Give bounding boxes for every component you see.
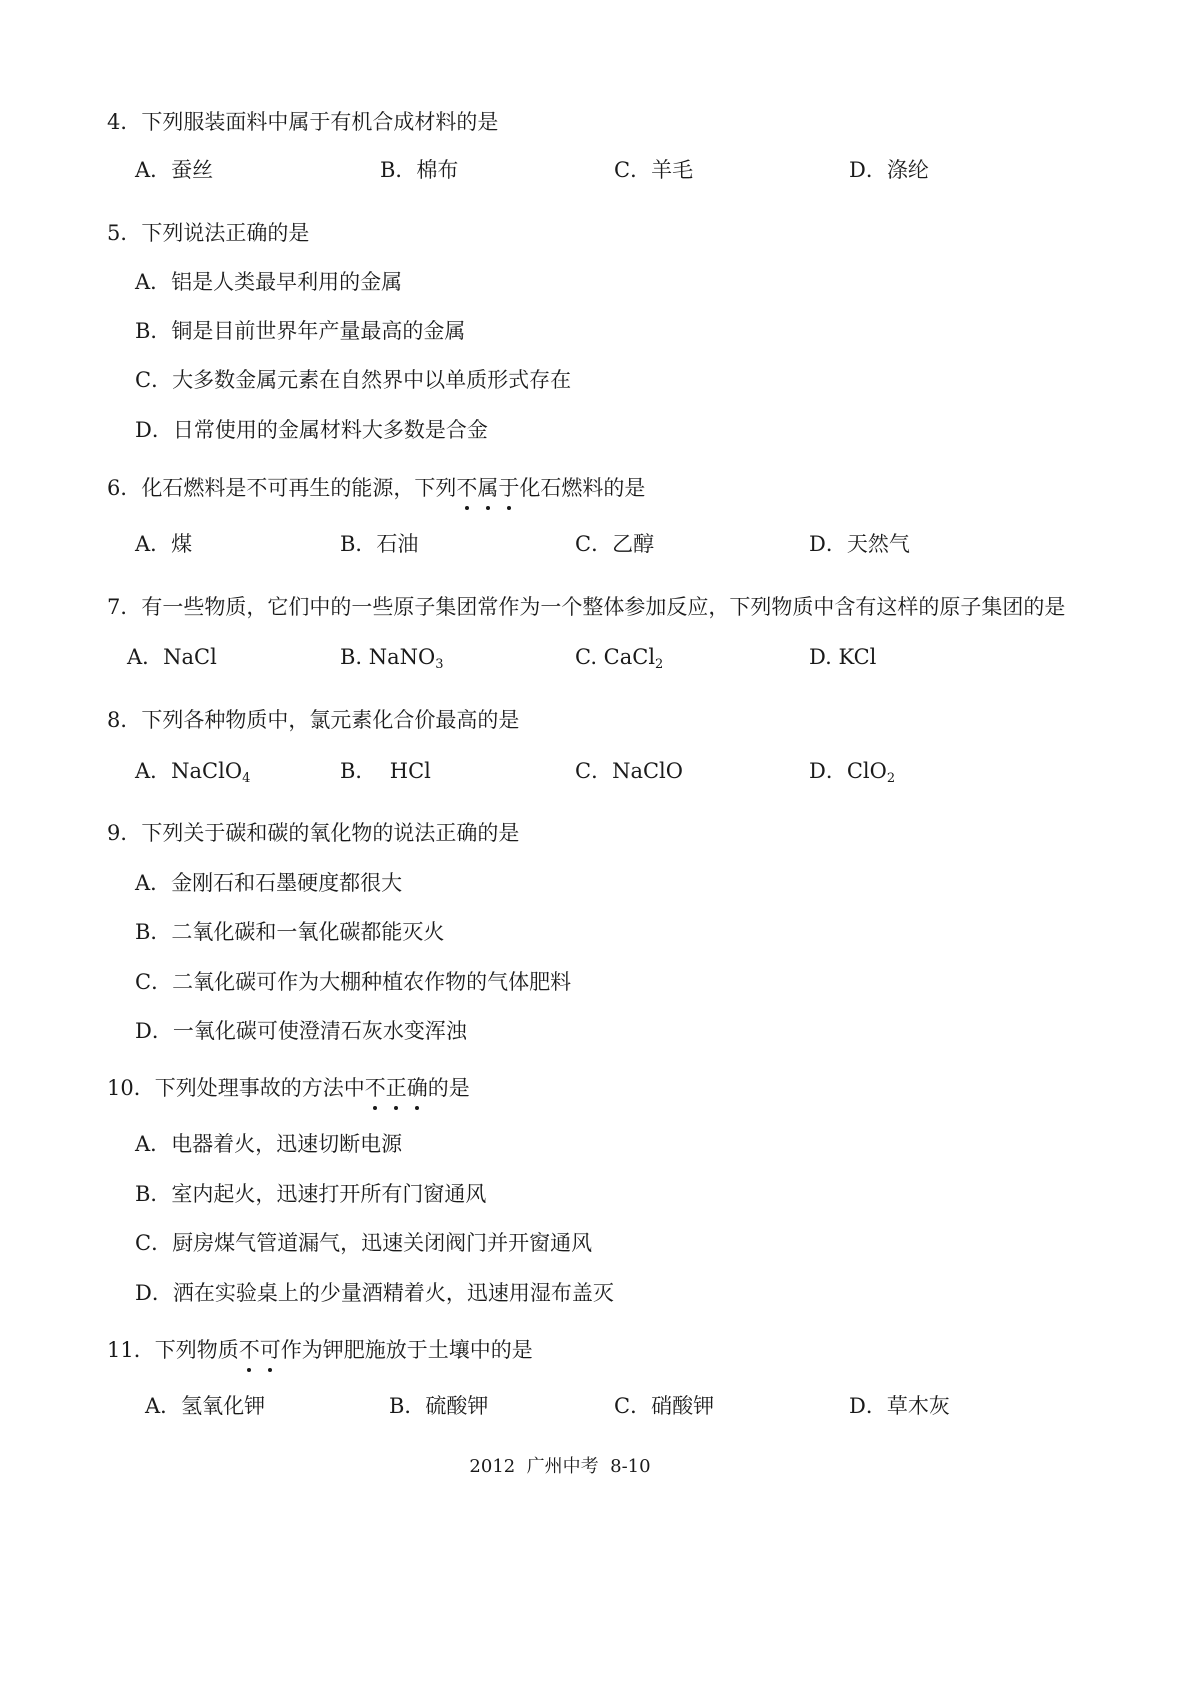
question-8-stem: 8．下列各种物质中，氯元素化合价最高的是	[107, 708, 520, 732]
question-9-option-a: A．金刚石和石墨硬度都很大	[135, 871, 403, 895]
question-5-option-a: A．铝是人类最早利用的金属	[135, 270, 403, 294]
question-7-stem: 7．有一些物质，它们中的一些原子集团常作为一个整体参加反应，下列物质中含有这样的原子集团的是	[107, 595, 1066, 619]
emphasis-char: 属	[477, 476, 499, 500]
question-6-option-a: A．煤	[135, 532, 193, 556]
emphasis-char: 正	[385, 1076, 407, 1100]
question-5-option-c: C．大多数金属元素在自然界中以单质形式存在	[135, 368, 572, 392]
question-4-option-a: A．蚕丝	[135, 158, 214, 182]
question-8-option-d: D．ClO$_2$	[809, 759, 896, 786]
question-8-option-c: C．NaClO	[575, 759, 683, 783]
question-11-option-a: A．氢氧化钾	[145, 1394, 266, 1418]
question-8-option-a: A．NaClO$_4$	[135, 759, 251, 786]
question-5-stem: 5．下列说法正确的是	[107, 221, 310, 245]
emphasis-char: 确	[406, 1076, 428, 1100]
question-10-option-a: A．电器着火，迅速切断电源	[135, 1132, 403, 1156]
emphasis-char: 不	[456, 476, 478, 500]
question-4-option-c: C．羊毛	[614, 158, 694, 182]
question-6-option-d: D．天然气	[809, 532, 910, 556]
question-6-option-b: B．石油	[340, 532, 419, 556]
emphasis-char: 可	[259, 1338, 281, 1362]
question-9-stem: 9．下列关于碳和碳的氧化物的说法正确的是	[107, 821, 520, 845]
question-4-option-d: D．涤纶	[849, 158, 929, 182]
question-11-option-d: D．草木灰	[849, 1394, 950, 1418]
question-7-option-b: B. NaNO$_3$	[340, 645, 444, 672]
emphasis-char: 于	[498, 476, 520, 500]
page-footer: 2012 广州中考 8-10	[469, 1456, 651, 1477]
question-5-option-b: B．铜是目前世界年产量最高的金属	[135, 319, 466, 343]
question-7-option-c: C. CaCl$_2$	[575, 645, 664, 672]
emphasis-char: 不	[364, 1076, 386, 1100]
question-11-option-c: C．硝酸钾	[614, 1394, 715, 1418]
question-7-option-d: D. KCl	[809, 645, 877, 669]
question-5-option-d: D．日常使用的金属材料大多数是合金	[135, 418, 488, 442]
question-9-option-b: B．二氧化碳和一氧化碳都能灭火	[135, 920, 445, 944]
question-11-option-b: B．硫酸钾	[389, 1394, 489, 1418]
question-10-option-d: D．洒在实验桌上的少量酒精着火，迅速用湿布盖灭	[135, 1281, 614, 1305]
question-11-stem: 11．下列物质不可作为钾肥施放于土壤中的是	[107, 1338, 533, 1362]
question-6-option-c: C．乙醇	[575, 532, 655, 556]
question-7-option-a: A．NaCl	[127, 645, 217, 669]
question-6-stem: 6．化石燃料是不可再生的能源，下列不属于化石燃料的是	[107, 476, 646, 500]
question-10-option-c: C．厨房煤气管道漏气，迅速关闭阀门并开窗通风	[135, 1231, 593, 1255]
question-9-option-d: D．一氧化碳可使澄清石灰水变浑浊	[135, 1019, 467, 1043]
question-4-stem: 4．下列服装面料中属于有机合成材料的是	[107, 110, 499, 134]
question-10-stem: 10．下列处理事故的方法中不正确的是	[107, 1076, 470, 1100]
emphasis-char: 不	[238, 1338, 260, 1362]
question-4-option-b: B．棉布	[380, 158, 459, 182]
question-10-option-b: B．室内起火，迅速打开所有门窗通风	[135, 1182, 487, 1206]
question-9-option-c: C．二氧化碳可作为大棚种植农作物的气体肥料	[135, 970, 572, 994]
question-8-option-b: B． HCl	[340, 759, 431, 783]
